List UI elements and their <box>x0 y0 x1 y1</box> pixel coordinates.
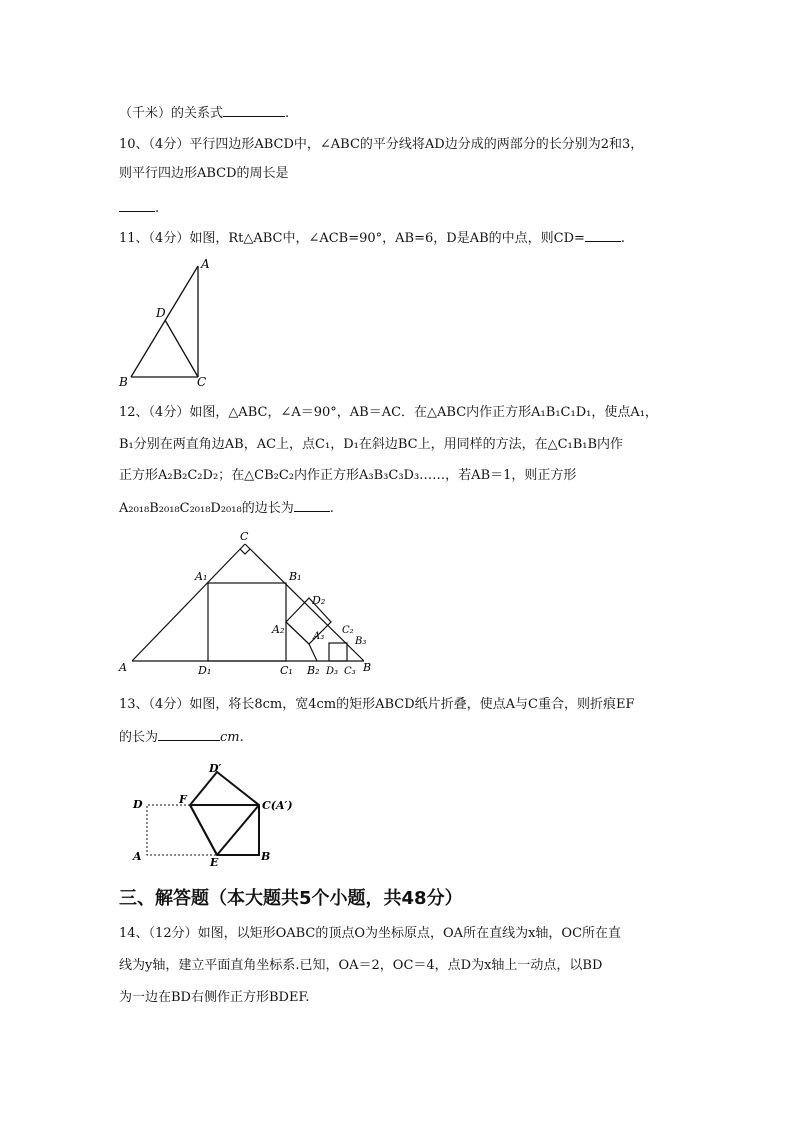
q13-text-2a: 的长为 <box>119 730 159 745</box>
q12-side-ac <box>132 544 245 661</box>
q12-text-4: A₂₀₁₈B₂₀₁₈C₂₀₁₈D₂₀₁₈的边长为 <box>119 501 294 516</box>
q12-label-a2: A₂ <box>272 623 285 636</box>
q10-answer-blank <box>119 199 155 212</box>
q12-square-1 <box>208 583 286 661</box>
q12-label-b: B <box>363 661 372 674</box>
q12-end: . <box>329 501 334 516</box>
q10-line-3 <box>119 199 159 218</box>
q12-label-b2: B₂ <box>307 664 320 677</box>
q9-end: . <box>285 106 290 121</box>
q12-label-c: C <box>240 530 249 543</box>
q9-answer-blank <box>223 104 285 117</box>
q12-label-b1: B₁ <box>289 570 302 583</box>
q13-label-f: F <box>179 793 187 806</box>
q13-folded-outline <box>190 772 259 855</box>
q13-label-a: A <box>133 850 142 863</box>
q13-label-c: C(A′) <box>262 799 293 812</box>
q12-line-3: 正方形A₂B₂C₂D₂；在△CB₂C₂内作正方形A₃B₃C₃D₃……，若AB＝1，则正方形 <box>119 468 577 483</box>
q12-label-a3: A₃ <box>313 631 325 642</box>
q11-answer-blank <box>585 229 621 242</box>
q12-label-d1: D₁ <box>198 664 212 677</box>
q12-label-c3: C₃ <box>344 666 356 677</box>
q12-figure <box>112 526 382 681</box>
q12-square-2-edge <box>286 622 309 644</box>
q11-segment-cd <box>165 320 198 377</box>
q13-original-outline <box>147 805 217 855</box>
q13-line-2 <box>119 728 244 747</box>
q12-square-3 <box>329 643 347 661</box>
q12-label-c1: C₁ <box>280 664 293 677</box>
q11-label-d: D <box>156 306 166 320</box>
q13-crease-ef <box>190 805 217 855</box>
q13-label-b: B <box>261 850 271 863</box>
q11-label-a: A <box>201 257 210 271</box>
q12-answer-blank <box>294 499 330 512</box>
q12-label-a1: A₁ <box>195 570 208 583</box>
q13-label-d-prime: D′ <box>209 762 222 775</box>
q13-figure <box>128 758 308 868</box>
q13-label-e: E <box>210 856 219 868</box>
q11-label-b: B <box>119 375 128 389</box>
q11-label-c: C <box>197 375 207 389</box>
q11-text: 11、（4分）如图，Rt△ABC中，∠ACB=90°，AB=6，D是AB的中点，则CD= <box>119 231 585 246</box>
q12-label-b3: B₃ <box>355 636 367 647</box>
q11-figure <box>112 254 222 390</box>
q13-label-d: D <box>133 798 143 811</box>
q13-unit: cm. <box>220 730 244 745</box>
q12-right-angle <box>240 549 250 554</box>
q12-label-c2: C₂ <box>342 625 354 636</box>
q14-line-2: 线为y轴，建立平面直角坐标系.已知，OA＝2，OC＝4，点D为x轴上一动点，以BD <box>119 958 603 973</box>
q12-segment-b2 <box>309 644 317 661</box>
q13-answer-blank <box>158 728 220 741</box>
section-3-title: 三、解答题（本大题共5个小题，共48分） <box>119 888 463 909</box>
q9-line <box>119 104 289 123</box>
q12-label-d3: D₃ <box>326 666 339 677</box>
q12-line-4 <box>119 499 334 518</box>
q13-line-1: 13、（4分）如图，将长8cm，宽4cm的矩形ABCD纸片折叠，使点A与C重合，则折痕EF <box>119 697 635 712</box>
q14-line-3: 为一边在BD右侧作正方形BDEF. <box>119 990 310 1005</box>
q9-text: （千米）的关系式 <box>119 106 224 121</box>
q13-edge-ec <box>217 805 259 855</box>
q12-line-1: 12、（4分）如图，△ABC，∠A＝90°，AB＝AC．在△ABC内作正方形A₁B₁C₁D₁，使点A₁， <box>119 405 658 420</box>
q12-line-2: B₁分别在两直角边AB，AC上，点C₁，D₁在斜边BC上，用同样的方法，在△C₁B₁B内作 <box>119 437 624 452</box>
q11-line <box>119 229 625 248</box>
q12-label-d2: D₂ <box>312 594 326 607</box>
q12-label-a: A <box>119 661 127 674</box>
q10-end: . <box>155 201 160 216</box>
q10-line-1: 10、（4分）平行四边形ABCD中，∠ABC的平分线将AD边分成的两部分的长分别为2和3， <box>119 137 644 152</box>
q14-line-1: 14、（12分）如图，以矩形OABC的顶点O为坐标原点，OA所在直线为x轴，OC所在直 <box>119 926 622 941</box>
q10-line-2: 则平行四边形ABCD的周长是 <box>119 166 289 181</box>
q11-end: . <box>620 231 626 246</box>
